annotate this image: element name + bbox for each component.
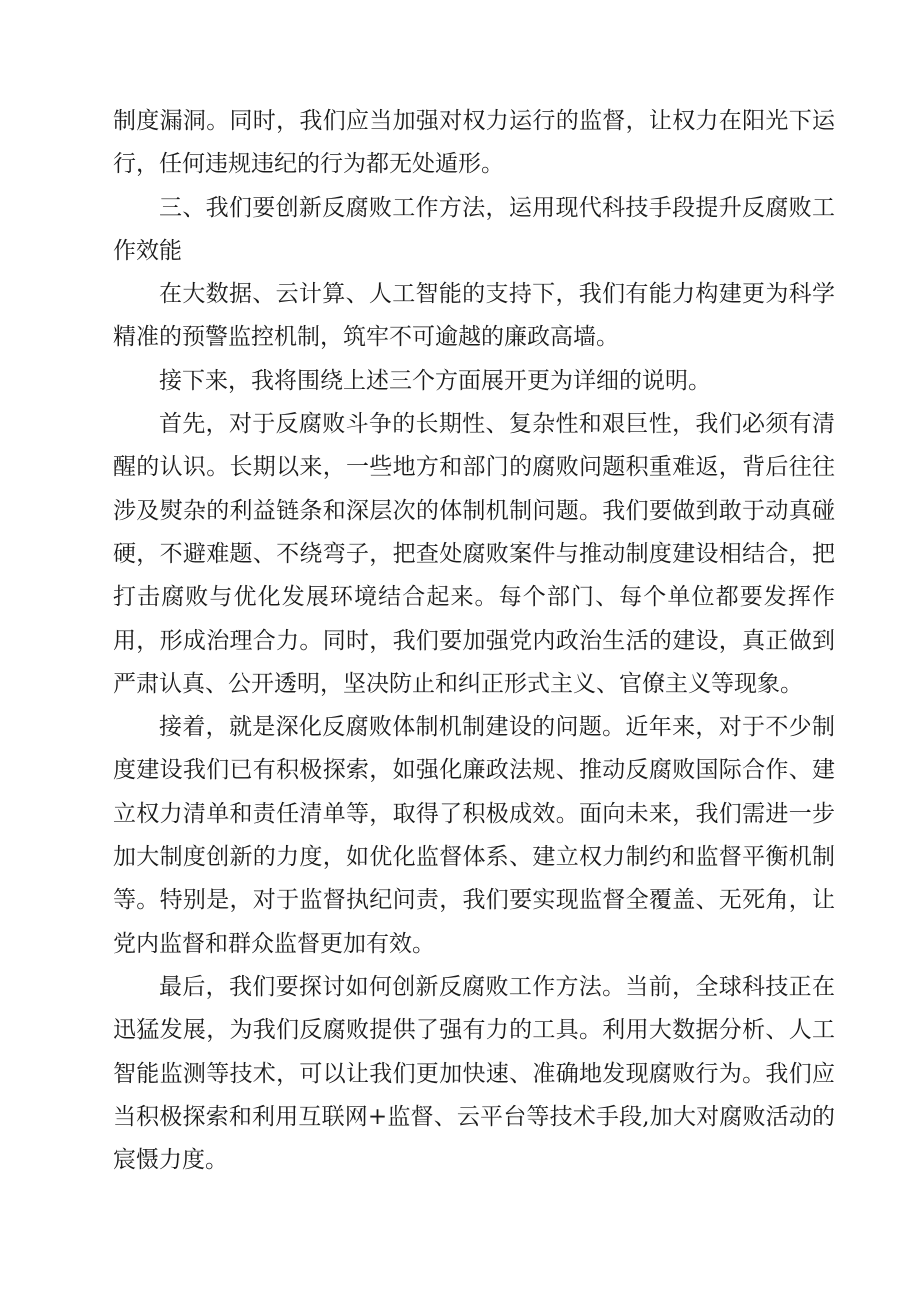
paragraph-transition: 接下来，我将围绕上述三个方面展开更为详细的说明。 [159, 367, 711, 394]
paragraph-tech-support: 在大数据、云计算、人工智能的支持下，我们有能力构建更为科学精准的预警监控机制，筑牢不可逾越的廉政高墙。 [113, 281, 835, 351]
section-heading-three: 三、我们要创新反腐败工作方法，运用现代科技手段提升反腐败工作效能 [113, 194, 835, 264]
paragraph-second-point: 接着，就是深化反腐败体制机制建设的问题。近年来，对于不少制度建设我们已有积极探索，如强化廉政法规、推动反腐败国际合作、建立权力清单和责任清单等，取得了积极成效。面向未来，我们需进一步加大制度创新的力度，如优化监督体系、建立权力制约和监督平衡机制等。特别是，对于监督执纪问责，我们要实现监督全覆盖、无死角，让党内监督和群众监督更加有效。 [113, 714, 835, 957]
paragraph-third-point: 最后，我们要探讨如何创新反腐败工作方法。当前，全球科技正在迅猛发展，为我们反腐败提供了强有力的工具。利用大数据分析、人工智能监测等技术，可以让我们更加快速、准确地发现腐败行为。我们应当积极探索和利用互联网+监督、云平台等技术手段,加大对腐败活动的宸慑力度。 [113, 973, 835, 1174]
paragraph-continuation: 制度漏洞。同时，我们应当加强对权力运行的监督，让权力在阳光下运行，任何违规违纪的行为都无处遁形。 [113, 108, 835, 178]
paragraph-first-point: 首先，对于反腐败斗争的长期性、复杂性和艰巨性，我们必须有清醒的认识。长期以来，一些地方和部门的腐败问题积重难返，背后往往涉及熨杂的利益链条和深层次的体制机制问题。我们要做到敢于动真碰硬，不避难题、不绕弯子，把查处腐败案件与推动制度建设相结合，把打击腐败与优化发展环境结合起来。每个部门、每个单位都要发挥作用，形成治理合力。同时，我们要加强党内政治生活的建设，真正做到严肃认真、公开透明，坚决防止和纠正形式主义、官僚主义等现象。 [113, 411, 835, 697]
document-body [113, 100, 835, 1182]
